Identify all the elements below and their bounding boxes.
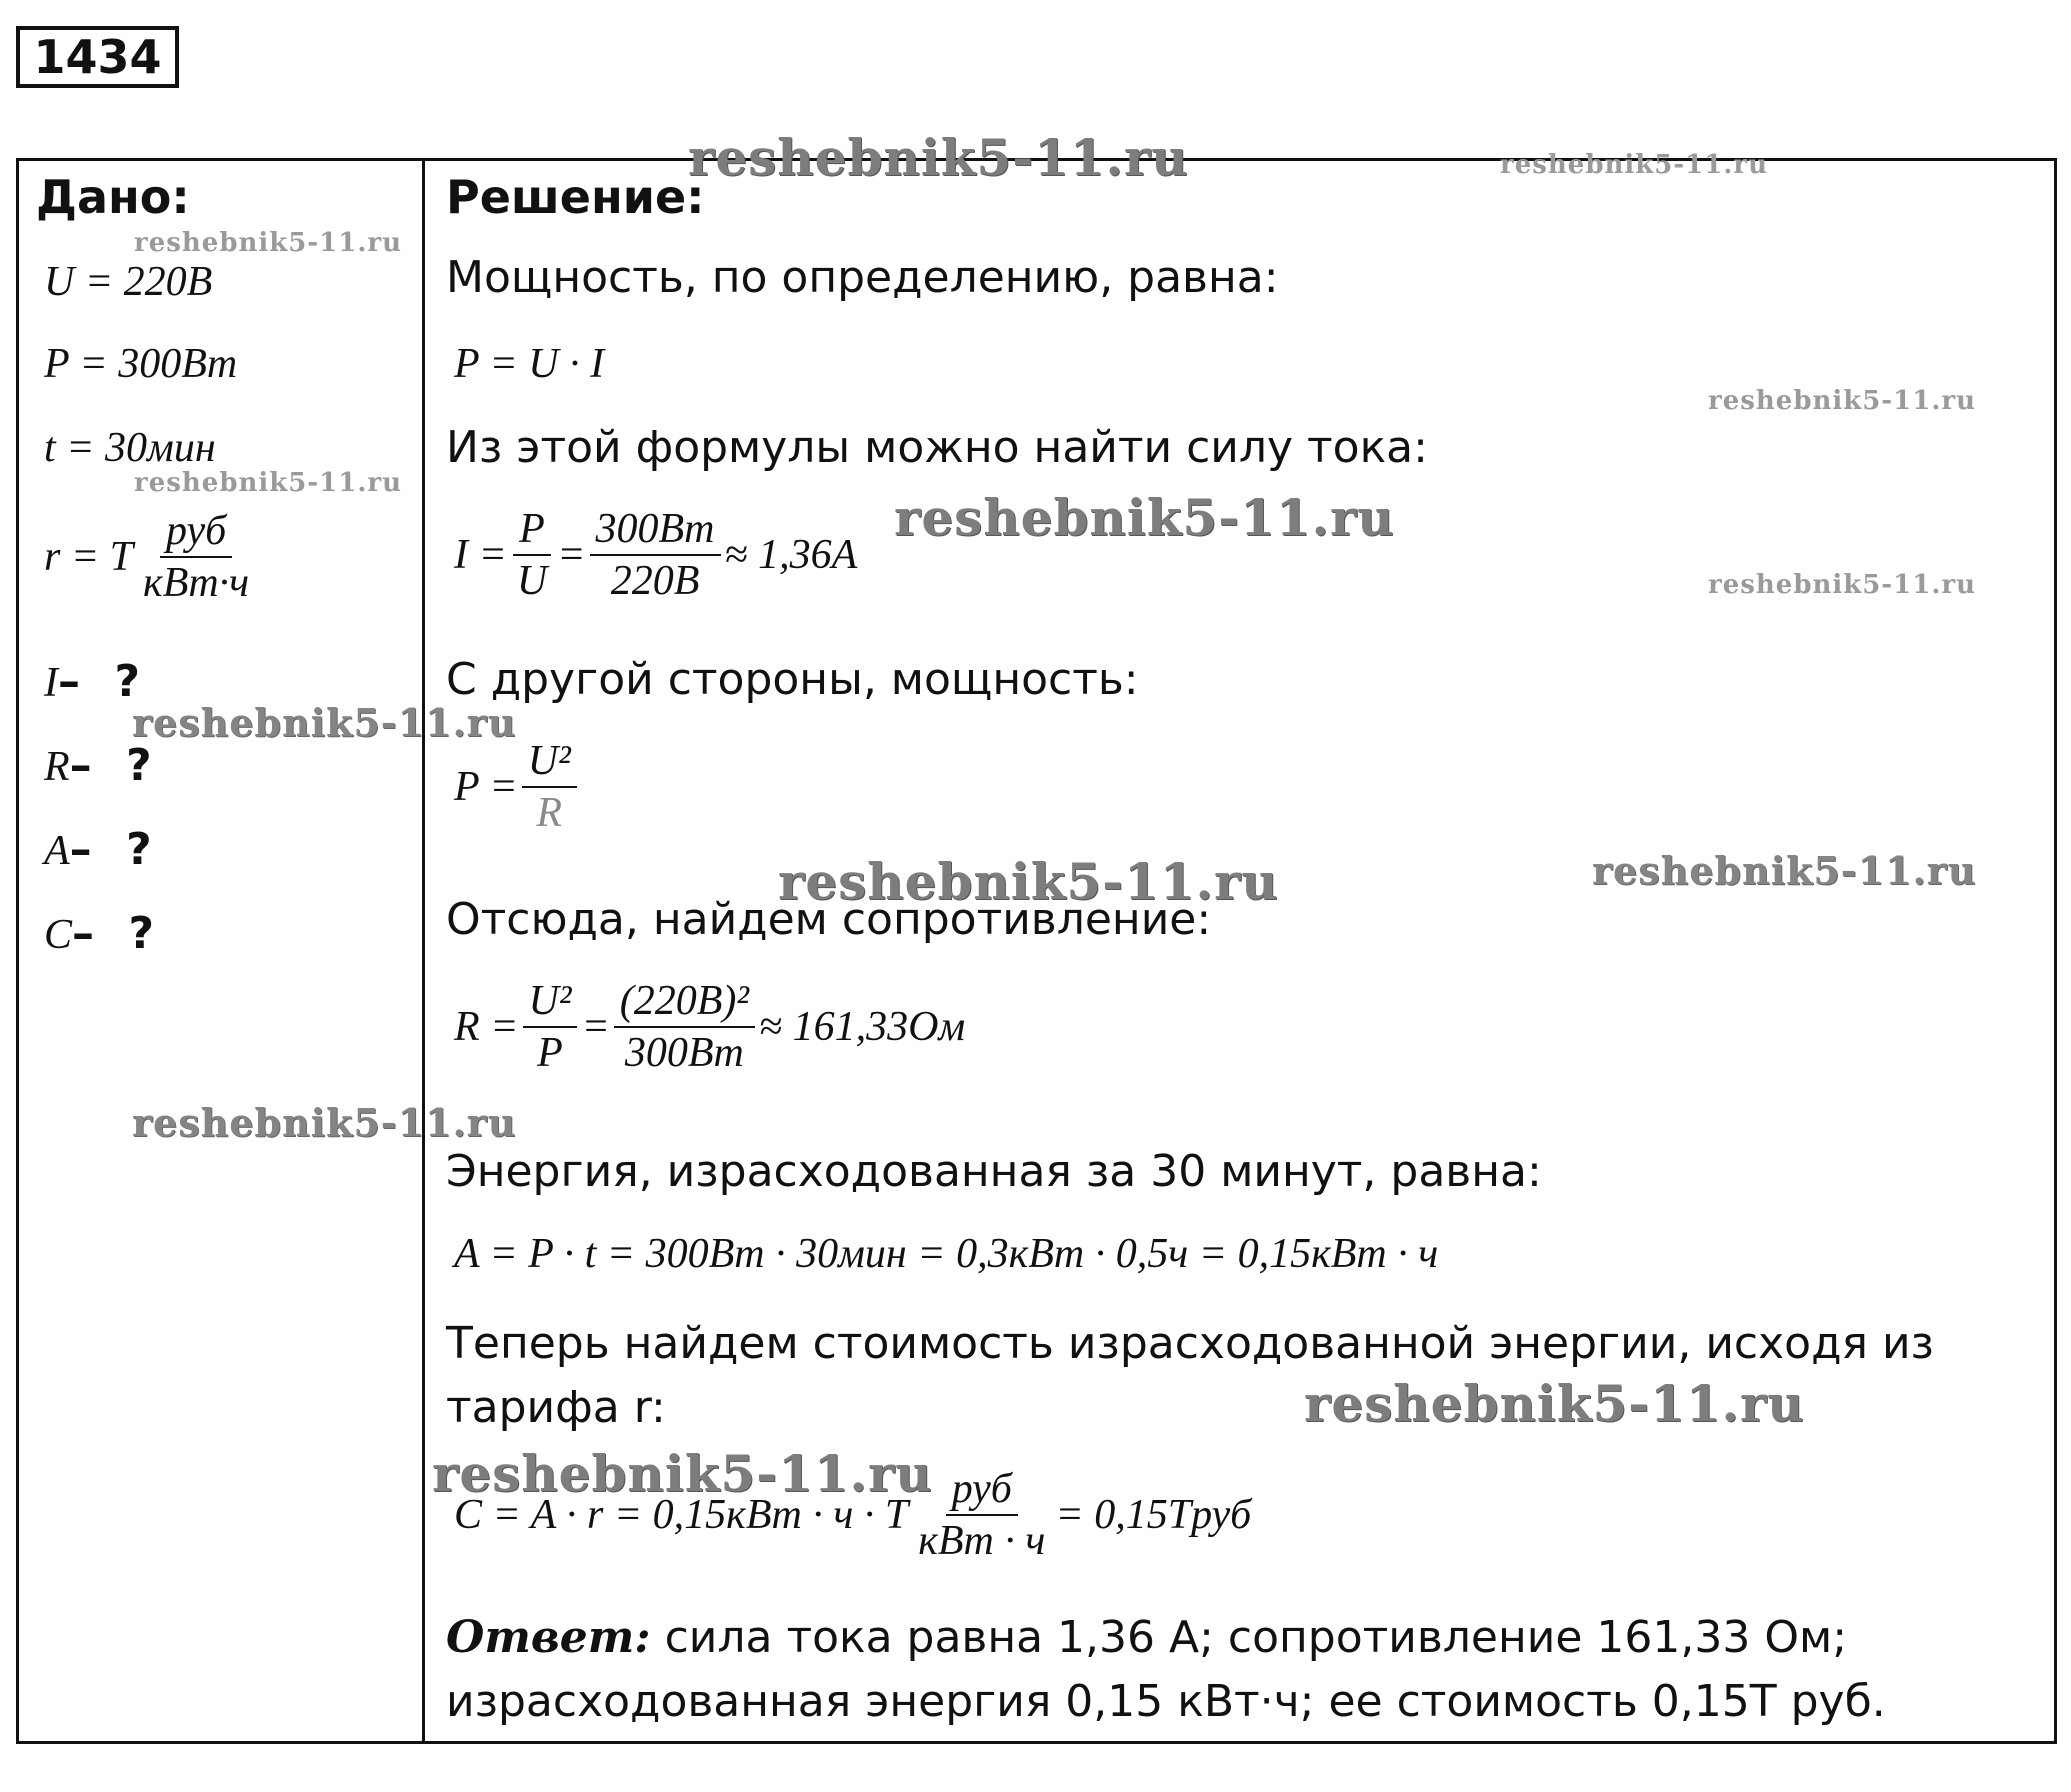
given-r: [44, 508, 259, 606]
column-divider: [422, 158, 425, 1744]
formula-current: I = $\frac{P}{U}$ = $\frac{300Bm}{220B}$ ≈ 1,36A: [454, 506, 858, 605]
watermark: reshebnik5-11.ru: [1708, 570, 1977, 600]
watermark: reshebnik5-11.ru: [688, 128, 1189, 187]
watermark: reshebnik5-11.ru: [1592, 848, 1977, 893]
solution-line-1: Мощность, по определению, равна:: [446, 252, 1279, 303]
watermark: reshebnik5-11.ru: [778, 852, 1279, 911]
solution-line-4: Отсюда, найдем сопротивление:: [446, 894, 1212, 945]
answer-line-2: израсходованная энергия 0,15 кВт·ч; ее стоимость 0,15Т руб.: [446, 1676, 1886, 1727]
unknown-r: R– ?: [44, 740, 152, 791]
given-r-num: руб: [160, 508, 232, 558]
watermark: reshebnik5-11.ru: [894, 488, 1395, 547]
watermark: reshebnik5-11.ru: [1708, 386, 1977, 416]
formula-cost: C = A · r = 0,15кBm · ч · T $\frac{\text{руб}}{\text{кBm · ч}}$ = 0,15Tруб: [454, 1466, 1252, 1565]
given-u: U = 220B: [44, 259, 213, 305]
formula-resistance: R = $\frac{\text{U²}}{P}$ = $\frac{\text{(220B)²}}{300Bm}$ ≈ 161,33Ом: [454, 978, 966, 1077]
formula-power: P = U · I: [454, 341, 605, 387]
given-r-prefix: r = T: [44, 534, 134, 581]
watermark: reshebnik5-11.ru: [1500, 150, 1769, 180]
watermark: reshebnik5-11.ru: [132, 1100, 517, 1145]
unknown-a: A– ?: [44, 824, 152, 875]
solution-line-6a: Теперь найдем стоимость израсходованной энергии, исходя из: [446, 1318, 1934, 1369]
watermark: reshebnik5-11.ru: [432, 1444, 933, 1503]
given-title: Дано:: [36, 170, 190, 224]
answer-line-1: Ответ: сила тока равна 1,36 А; сопротивление 161,33 Ом;: [446, 1612, 1848, 1663]
solution-line-5: Энергия, израсходованная за 30 минут, равна:: [446, 1146, 1542, 1197]
watermark: reshebnik5-11.ru: [134, 468, 403, 498]
watermark: reshebnik5-11.ru: [132, 700, 517, 745]
unknown-c: C– ?: [44, 908, 154, 959]
solution-line-3: С другой стороны, мощность:: [446, 654, 1139, 705]
solution-line-6b: тарифа r:: [446, 1382, 666, 1433]
given-p: P = 300Bm: [44, 341, 238, 387]
answer-label: Ответ:: [446, 1612, 651, 1663]
solution-line-2: Из этой формулы можно найти силу тока:: [446, 422, 1428, 473]
given-t: t = 30мин: [44, 425, 216, 471]
given-r-den: кBm·ч: [143, 560, 250, 607]
unknown-i: I– ?: [44, 656, 140, 707]
formula-power-resistance: P = $\frac{\text{U²}}{R}$: [454, 738, 581, 836]
solution-title: Решение:: [446, 170, 705, 224]
watermark: reshebnik5-11.ru: [1304, 1374, 1805, 1433]
problem-number: 1434: [16, 26, 179, 88]
watermark: reshebnik5-11.ru: [134, 228, 403, 258]
formula-energy: A = P · t = 300Bm · 30мин = 0,3кBm · 0,5ч = 0,15кBm · ч: [454, 1231, 1439, 1277]
